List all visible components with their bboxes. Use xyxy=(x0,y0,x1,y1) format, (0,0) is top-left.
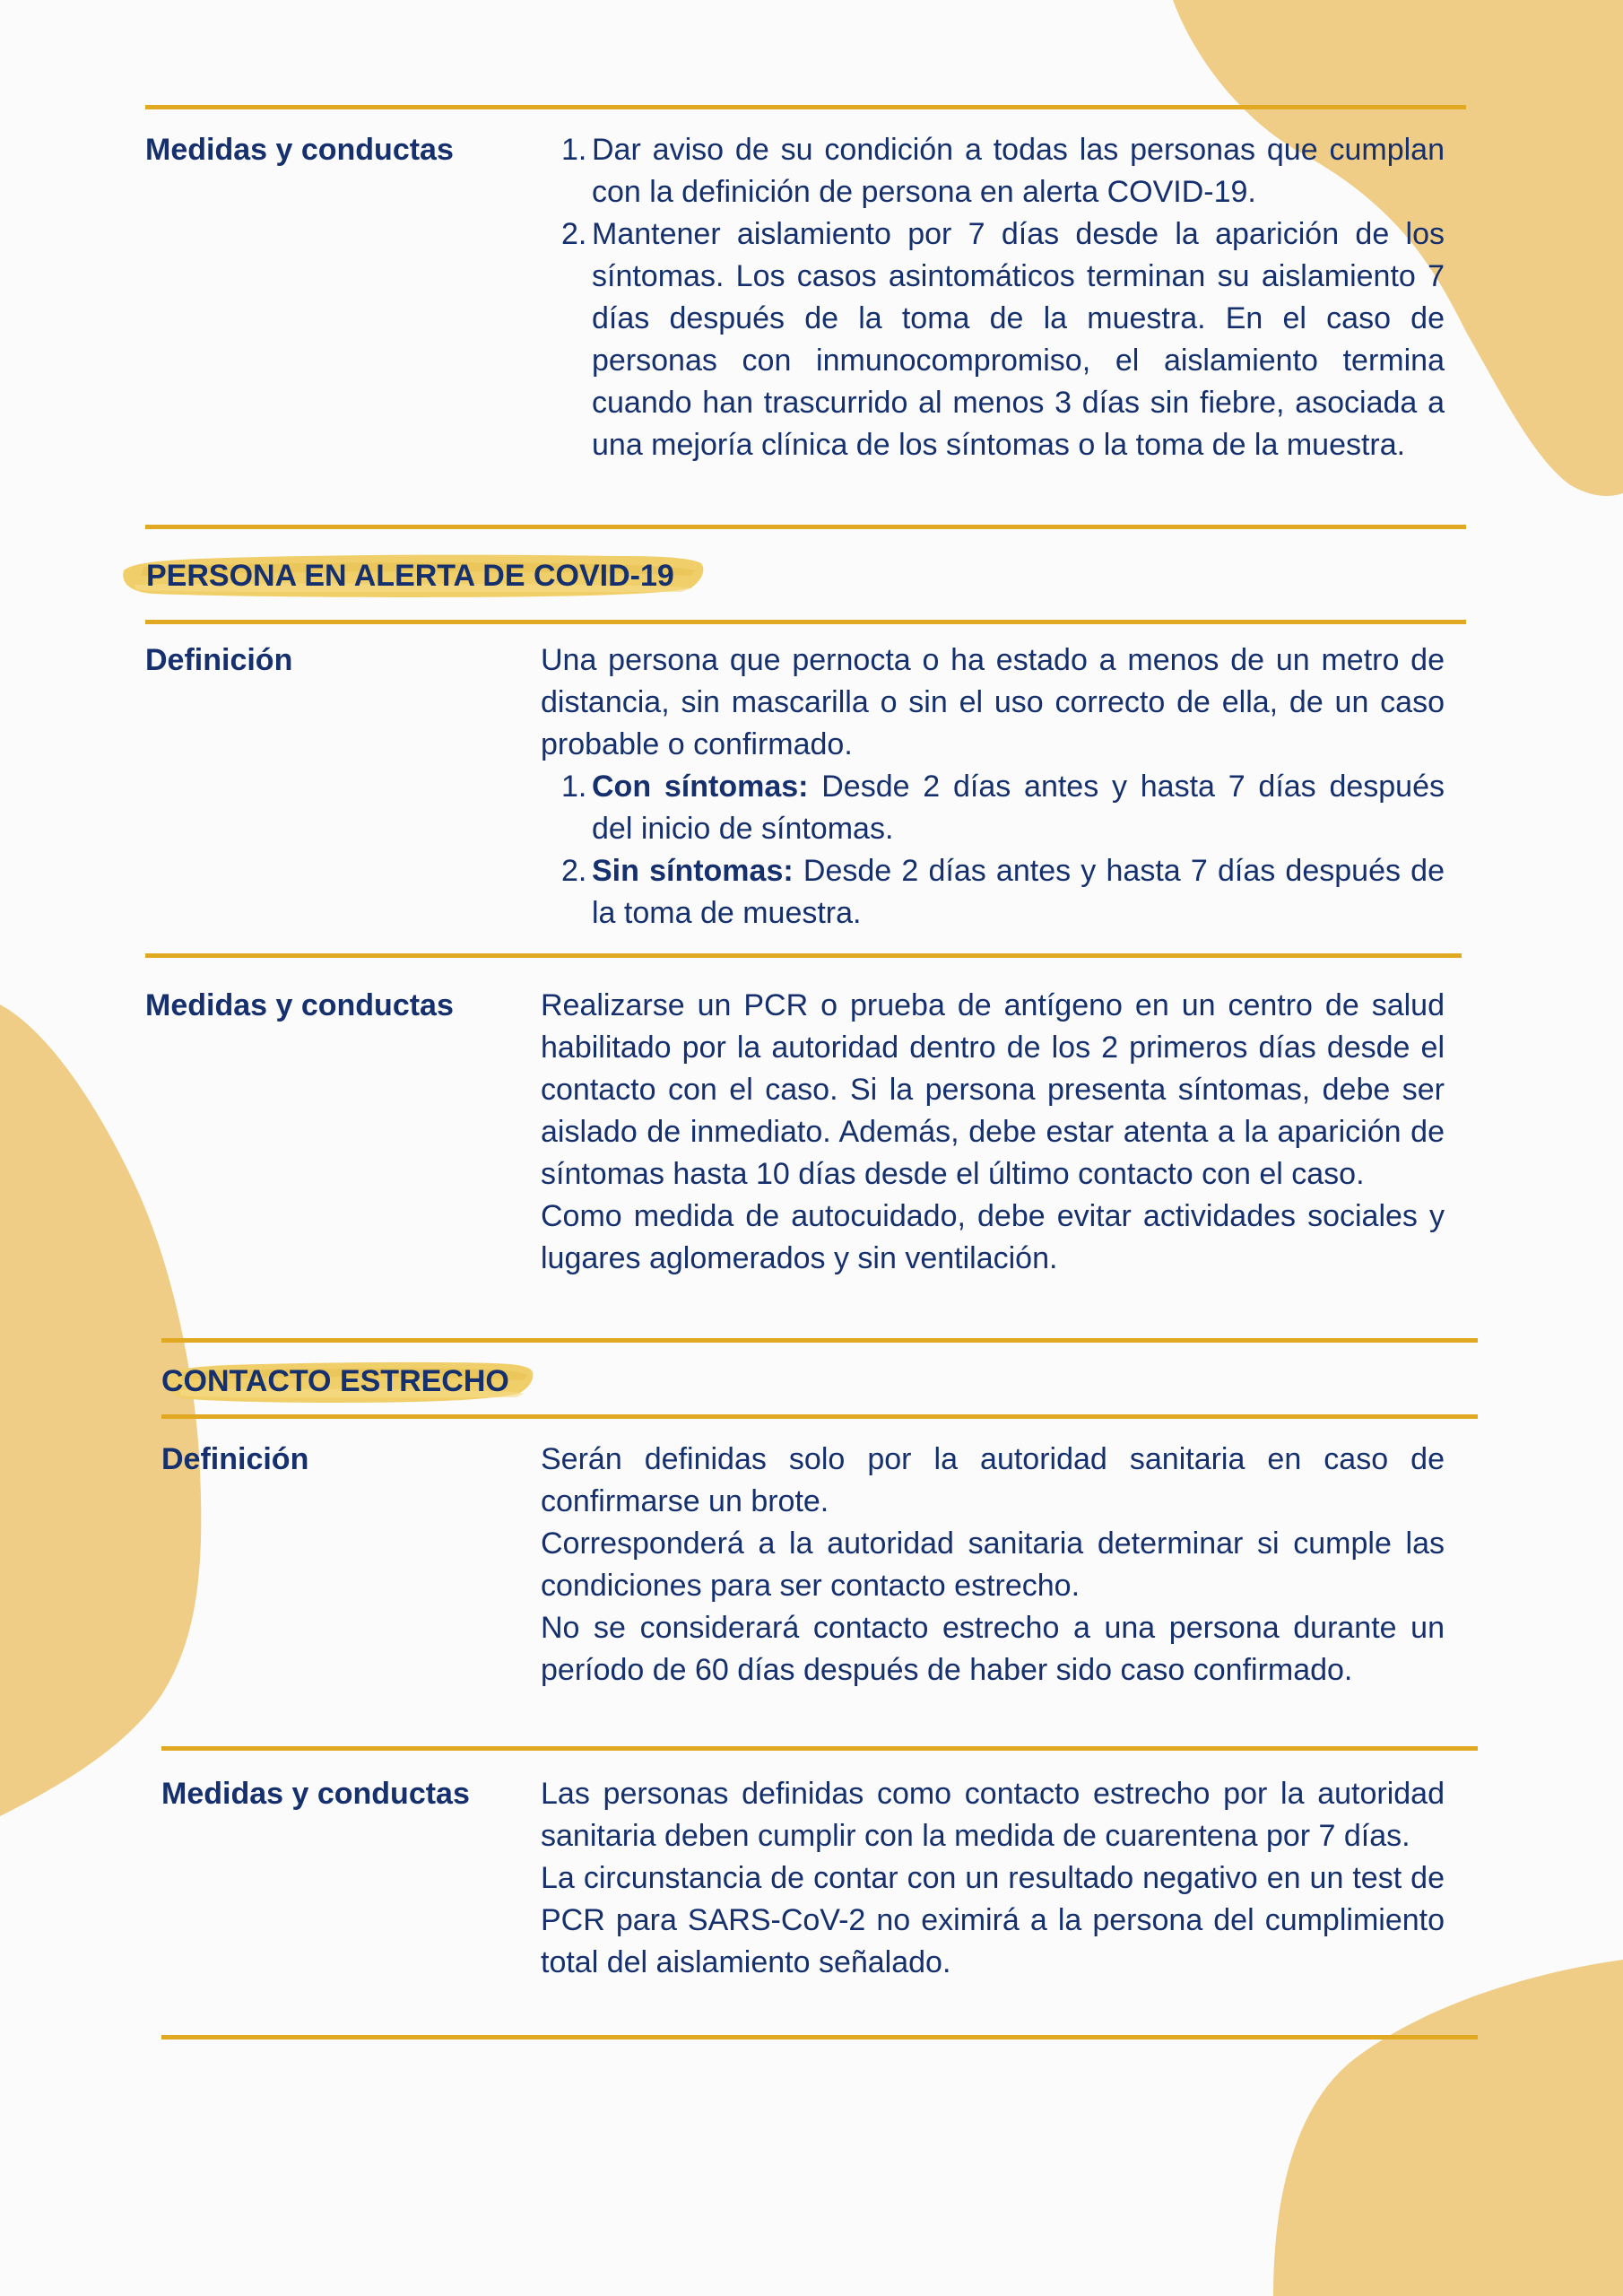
divider-rule xyxy=(145,953,1462,958)
paragraph: Serán definidas solo por la autoridad sanitaria en caso de confirmarse un brote. xyxy=(541,1442,1445,1518)
definition-intro: Una persona que pernocta o ha estado a menos de un metro de distancia, sin mascarilla o sin el uso correcto de ella, de un caso probable o confirmado. xyxy=(541,643,1445,761)
list-item xyxy=(541,213,1445,466)
measures-list xyxy=(541,129,1445,466)
definition-body xyxy=(541,639,1445,935)
divider-rule xyxy=(161,1746,1478,1751)
paragraph: Las personas definidas como contacto estrecho por la autoridad sanitaria deben cumplir con la medida de cuarentena por 7 días. xyxy=(541,1777,1445,1853)
paragraph: No se considerará contacto estrecho a una persona durante un período de 60 días después de haber sido caso confirmado. xyxy=(541,1611,1445,1687)
list-text: Dar aviso de su condición a todas las personas que cumplan con la definición de persona en alerta COVID-19. xyxy=(592,133,1445,209)
list-item xyxy=(541,766,1445,850)
list-item xyxy=(541,129,1445,213)
divider-rule xyxy=(161,1414,1478,1419)
measures-label: Medidas y conductas xyxy=(145,133,454,167)
list-number: 1. xyxy=(561,133,587,167)
paragraph: La circunstancia de contar con un resultado negativo en un test de PCR para SARS-CoV-2 no eximirá a la persona del cumplimiento total del aislamiento señalado. xyxy=(541,1861,1445,1979)
list-bold-lead: Sin síntomas: xyxy=(592,854,794,888)
section-heading-alerta xyxy=(117,551,708,601)
list-number: 1. xyxy=(561,770,587,804)
list-item xyxy=(541,850,1445,935)
list-text: Mantener aislamiento por 7 días desde la aparición de los síntomas. Los casos asintomáticos terminan su aislamiento 7 días después de la toma de la muestra. En el caso de personas con inmunocompromiso, el aislamiento termina cuando han trascurrido al menos 3 días sin fiebre, asociada a una mejoría clínica de los síntomas o la toma de la muestra. xyxy=(592,217,1445,462)
divider-rule xyxy=(161,2035,1478,2039)
paragraph: Corresponderá a la autoridad sanitaria determinar si cumple las condiciones para ser contacto estrecho. xyxy=(541,1526,1445,1603)
list-text: Desde 2 días antes y hasta 7 días después de la toma de muestra. xyxy=(592,854,1445,930)
measures-label: Medidas y conductas xyxy=(145,988,454,1022)
definition-label: Definición xyxy=(145,643,293,677)
divider-rule xyxy=(145,105,1466,109)
heading-text: CONTACTO ESTRECHO xyxy=(161,1364,509,1398)
divider-rule xyxy=(161,1338,1478,1343)
list-number: 2. xyxy=(561,217,587,251)
list-text: Desde 2 días antes y hasta 7 días después del inicio de síntomas. xyxy=(592,770,1445,846)
divider-rule xyxy=(145,620,1466,624)
definition-label: Definición xyxy=(161,1442,309,1476)
paragraph: Como medida de autocuidado, debe evitar actividades sociales y lugares aglomerados y sin ventilación. xyxy=(541,1199,1445,1275)
measures-label: Medidas y conductas xyxy=(161,1777,470,1811)
section-heading-contacto xyxy=(161,1356,538,1406)
divider-rule xyxy=(145,525,1466,529)
list-number: 2. xyxy=(561,854,587,888)
definition-body xyxy=(541,1439,1445,1692)
list-bold-lead: Con síntomas: xyxy=(592,770,809,804)
measures-body xyxy=(541,985,1445,1280)
paragraph: Realizarse un PCR o prueba de antígeno en un centro de salud habilitado por la autoridad dentro de los 2 primeros días desde el contacto con el caso. Si la persona presenta síntomas, debe ser aislado de inmediato. Además, debe estar atenta a la aparición de síntomas hasta 10 días desde el último contacto con el caso. xyxy=(541,988,1445,1191)
heading-text: PERSONA EN ALERTA DE COVID-19 xyxy=(146,559,674,593)
measures-body xyxy=(541,1773,1445,1984)
